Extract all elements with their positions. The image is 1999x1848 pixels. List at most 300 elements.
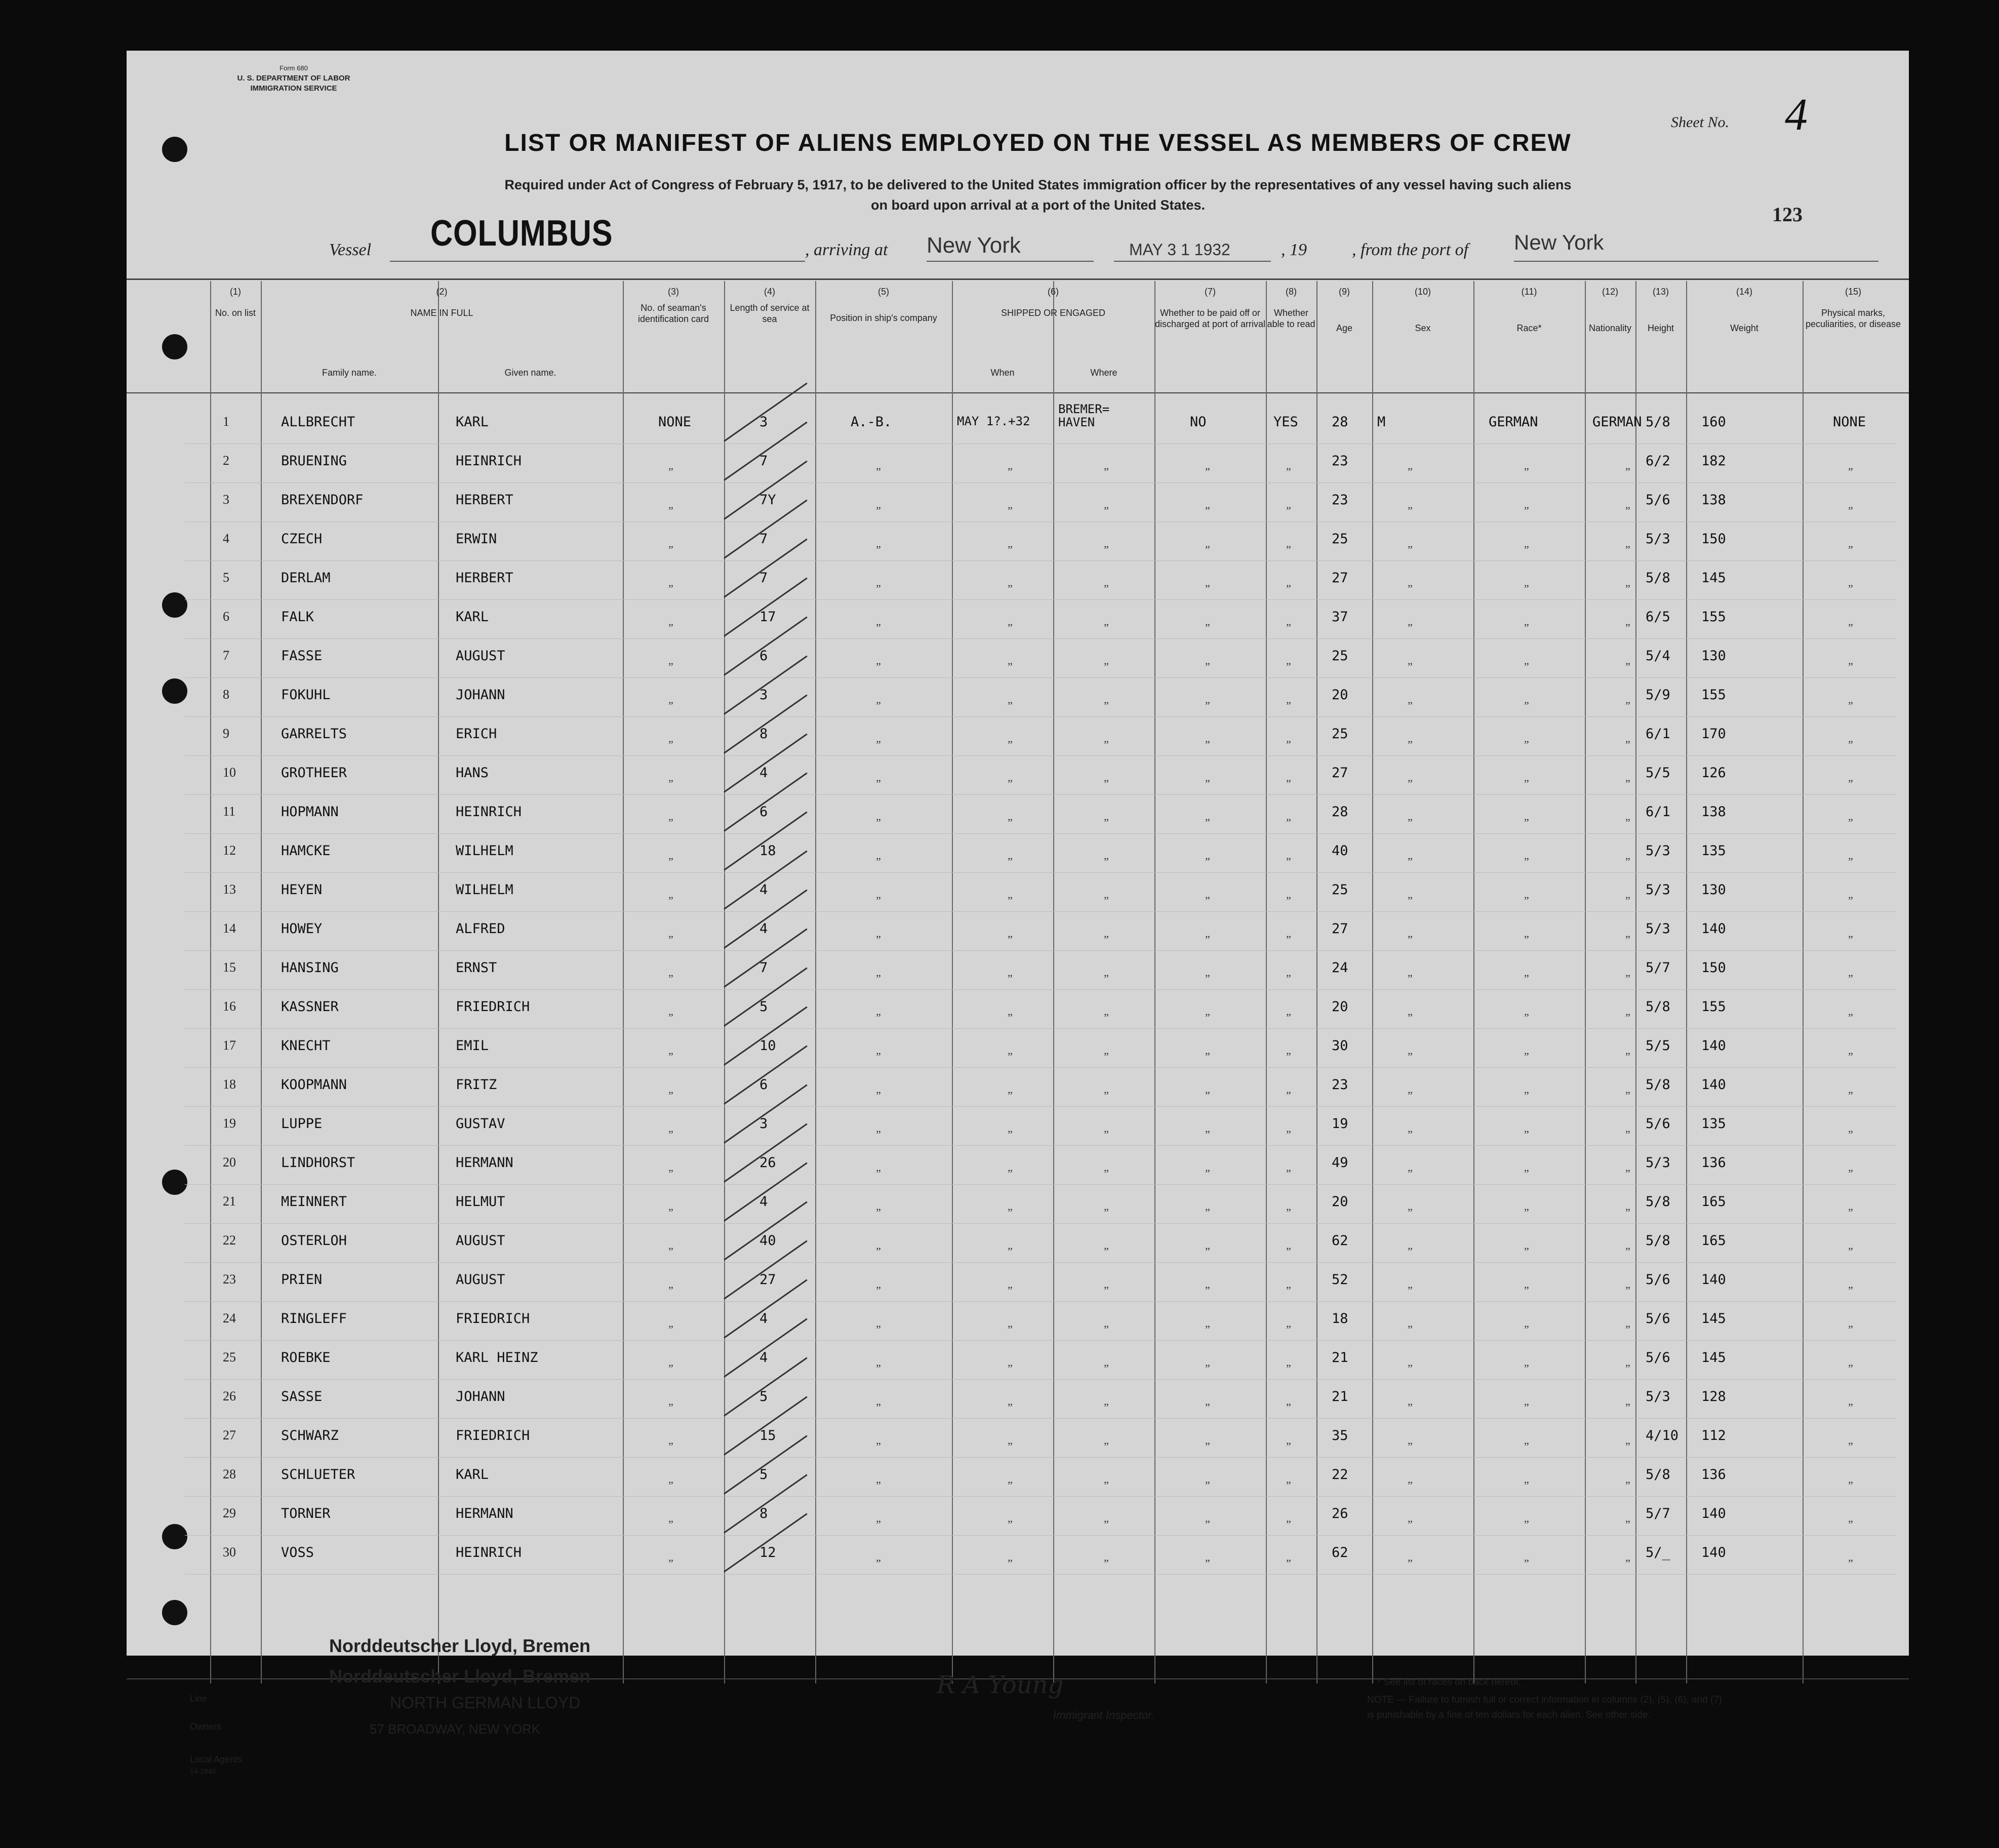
ditto-mark: „ xyxy=(668,498,673,511)
line-label: Line xyxy=(190,1694,208,1704)
given-name: WILHELM xyxy=(456,882,513,898)
height: 5/8 xyxy=(1646,570,1670,586)
ditto-mark: „ xyxy=(1848,1044,1853,1057)
ditto-mark: „ xyxy=(1008,1317,1013,1330)
ditto-mark: „ xyxy=(1286,1278,1291,1291)
row-number: 21 xyxy=(223,1194,236,1209)
ditto-mark: „ xyxy=(1104,1278,1109,1291)
ditto-mark: „ xyxy=(1008,498,1013,511)
ditto-mark: „ xyxy=(876,1551,881,1563)
service-years: 7 xyxy=(759,960,768,976)
ditto-mark: „ xyxy=(1286,1122,1291,1135)
fill-line xyxy=(927,261,1094,262)
height: 6/2 xyxy=(1646,453,1670,469)
ditto-mark: „ xyxy=(1205,576,1210,589)
given-name: FRIEDRICH xyxy=(456,999,530,1015)
col-header-number: (1) No. on list xyxy=(215,287,256,318)
ditto-mark: „ xyxy=(1205,1395,1210,1408)
subtitle-line-2: on board upon arrival at a port of the United States. xyxy=(870,197,1206,213)
service-years: 17 xyxy=(759,609,776,625)
ditto-mark: „ xyxy=(1104,498,1109,511)
ditto-mark: „ xyxy=(1104,1434,1109,1447)
col-header-read: (8) Whether able to read xyxy=(1267,287,1315,329)
ditto-mark: „ xyxy=(1408,615,1413,628)
form-number: Form 680 xyxy=(279,64,308,72)
ditto-mark: „ xyxy=(1286,1551,1291,1563)
row-number: 10 xyxy=(223,765,236,780)
ditto-mark: „ xyxy=(668,810,673,823)
ditto-mark: „ xyxy=(1625,810,1630,823)
ditto-mark: „ xyxy=(1008,1005,1013,1018)
ditto-mark: „ xyxy=(1524,693,1529,706)
ditto-mark: „ xyxy=(1408,1434,1413,1447)
ditto-mark: „ xyxy=(876,1122,881,1135)
row-number: 26 xyxy=(223,1389,236,1403)
service-years: 18 xyxy=(759,843,776,859)
height: 5/3 xyxy=(1646,1389,1670,1404)
ditto-mark: „ xyxy=(1524,654,1529,667)
col-header-sex: (10) Sex xyxy=(1414,287,1431,333)
document-subtitle xyxy=(329,175,1747,215)
ditto-mark: „ xyxy=(1104,576,1109,589)
ditto-mark: „ xyxy=(1104,615,1109,628)
id-card-value: NONE xyxy=(658,414,692,430)
height: 6/5 xyxy=(1646,609,1670,625)
row-number: 28 xyxy=(223,1467,236,1481)
ditto-mark: „ xyxy=(1205,732,1210,745)
ditto-mark: „ xyxy=(1625,1083,1630,1096)
height: 5/3 xyxy=(1646,843,1670,859)
ditto-mark: „ xyxy=(876,1200,881,1213)
ditto-mark: „ xyxy=(668,1395,673,1408)
ditto-mark: „ xyxy=(1524,732,1529,745)
family-name: GARRELTS xyxy=(281,726,347,742)
ditto-mark: „ xyxy=(1848,459,1853,472)
weight: 145 xyxy=(1701,570,1726,586)
weight: 150 xyxy=(1701,960,1726,976)
sex-value: M xyxy=(1377,414,1386,430)
ditto-mark: „ xyxy=(876,1161,881,1174)
service-years: 6 xyxy=(759,804,768,820)
marks-value: NONE xyxy=(1833,414,1866,430)
age: 27 xyxy=(1332,570,1348,586)
ditto-mark: „ xyxy=(1205,537,1210,550)
given-name: FRIEDRICH xyxy=(456,1311,530,1327)
fill-line xyxy=(390,261,805,262)
col-header-service: (4) Length of service at sea xyxy=(730,287,810,324)
ditto-mark: „ xyxy=(1408,1239,1413,1252)
ditto-mark: „ xyxy=(668,654,673,667)
row-number: 20 xyxy=(223,1155,236,1170)
ditto-mark: „ xyxy=(1408,1044,1413,1057)
ditto-mark: „ xyxy=(668,1122,673,1135)
family-name: BREXENDORF xyxy=(281,492,364,508)
ditto-mark: „ xyxy=(1408,1200,1413,1213)
ditto-mark: „ xyxy=(1625,498,1630,511)
penalty-note-2: is punishable by a fine of ten dollars for each alien. See other side. xyxy=(1367,1710,1651,1720)
ditto-mark: „ xyxy=(1205,1239,1210,1252)
ditto-mark: „ xyxy=(1625,1239,1630,1252)
age: 25 xyxy=(1332,531,1348,547)
ditto-mark: „ xyxy=(1104,849,1109,862)
inspector-label: Immigrant Inspector. xyxy=(1053,1709,1154,1721)
ditto-mark: „ xyxy=(876,732,881,745)
ditto-mark: „ xyxy=(1205,1512,1210,1524)
ditto-mark: „ xyxy=(1524,1278,1529,1291)
ditto-mark: „ xyxy=(1848,1278,1853,1291)
table-row xyxy=(127,1419,1909,1458)
ditto-mark: „ xyxy=(1286,927,1291,940)
ditto-mark: „ xyxy=(668,1356,673,1369)
service-years: 4 xyxy=(759,882,768,898)
ditto-mark: „ xyxy=(1408,1122,1413,1135)
ditto-mark: „ xyxy=(1205,459,1210,472)
row-number: 1 xyxy=(223,414,229,429)
ditto-mark: „ xyxy=(1205,498,1210,511)
document-title: LIST OR MANIFEST OF ALIENS EMPLOYED ON THE VESSEL AS MEMBERS OF CREW xyxy=(504,130,1572,156)
weight: 155 xyxy=(1701,687,1726,703)
row-rule xyxy=(185,1574,1896,1575)
ditto-mark: „ xyxy=(1848,615,1853,628)
age: 22 xyxy=(1332,1467,1348,1482)
given-name: HANS xyxy=(456,765,489,781)
line-stamp: Norddeutscher Lloyd, Bremen xyxy=(329,1635,591,1656)
ditto-mark: „ xyxy=(1205,1434,1210,1447)
row-number: 2 xyxy=(223,453,229,468)
ditto-mark: „ xyxy=(1104,966,1109,979)
given-name: HELMUT xyxy=(456,1194,505,1210)
ditto-mark: „ xyxy=(668,537,673,550)
given-name: FRITZ xyxy=(456,1077,497,1093)
ditto-mark: „ xyxy=(1008,1473,1013,1485)
family-name: BRUENING xyxy=(281,453,347,469)
row-number: 23 xyxy=(223,1272,236,1287)
weight: 138 xyxy=(1701,492,1726,508)
age: 20 xyxy=(1332,999,1348,1015)
ditto-mark: „ xyxy=(1625,1434,1630,1447)
ditto-mark: „ xyxy=(668,927,673,940)
table-row xyxy=(127,1458,1909,1497)
given-name: ERWIN xyxy=(456,531,497,547)
family-name: HANSING xyxy=(281,960,339,976)
ditto-mark: „ xyxy=(1625,1161,1630,1174)
height: 5/_ xyxy=(1646,1545,1670,1560)
given-name: KARL xyxy=(456,609,489,625)
given-name: ERNST xyxy=(456,960,497,976)
ditto-mark: „ xyxy=(1104,810,1109,823)
service-years: 7 xyxy=(759,570,768,586)
ditto-mark: „ xyxy=(1848,1005,1853,1018)
ditto-mark: „ xyxy=(1524,1434,1529,1447)
ditto-mark: „ xyxy=(1205,1083,1210,1096)
age: 19 xyxy=(1332,1116,1348,1132)
ditto-mark: „ xyxy=(1104,1239,1109,1252)
service-years: 3 xyxy=(759,1116,768,1132)
ditto-mark: „ xyxy=(1625,1317,1630,1330)
family-name: DERLAM xyxy=(281,570,331,586)
ditto-mark: „ xyxy=(1408,1278,1413,1291)
ditto-mark: „ xyxy=(1286,498,1291,511)
ditto-mark: „ xyxy=(668,849,673,862)
department-name: U. S. DEPARTMENT OF LABOR xyxy=(237,74,350,83)
ditto-mark: „ xyxy=(1524,1044,1529,1057)
age: 28 xyxy=(1332,804,1348,820)
ditto-mark: „ xyxy=(1524,1512,1529,1524)
ditto-mark: „ xyxy=(1104,1200,1109,1213)
ditto-mark: „ xyxy=(1408,1317,1413,1330)
family-name: LUPPE xyxy=(281,1116,323,1132)
ditto-mark: „ xyxy=(1625,732,1630,745)
ditto-mark: „ xyxy=(1008,1122,1013,1135)
ditto-mark: „ xyxy=(1848,927,1853,940)
ditto-mark: „ xyxy=(1524,1239,1529,1252)
ditto-mark: „ xyxy=(876,459,881,472)
weight: 140 xyxy=(1701,1545,1726,1560)
col-header-age: (9) Age xyxy=(1336,287,1353,333)
col-header-paid-off: (7) Whether to be paid off or discharged at port of arrival xyxy=(1154,287,1266,329)
ditto-mark: „ xyxy=(1104,888,1109,901)
row-number: 25 xyxy=(223,1350,236,1364)
given-name: AUGUST xyxy=(456,1272,505,1288)
row-number: 16 xyxy=(223,999,236,1014)
table-row xyxy=(127,1341,1909,1380)
age: 52 xyxy=(1332,1272,1348,1288)
shipped-when-value: MAY 1?.+32 xyxy=(957,414,1030,428)
ditto-mark: „ xyxy=(1848,1356,1853,1369)
race-value: GERMAN xyxy=(1489,414,1538,430)
ditto-mark: „ xyxy=(1524,771,1529,784)
service-years: 4 xyxy=(759,1194,768,1210)
row-number: 7 xyxy=(223,648,229,663)
ditto-mark: „ xyxy=(1205,1278,1210,1291)
ditto-mark: „ xyxy=(668,1473,673,1485)
ditto-mark: „ xyxy=(1848,732,1853,745)
ditto-mark: „ xyxy=(1524,1395,1529,1408)
table-row xyxy=(127,561,1909,600)
ditto-mark: „ xyxy=(1408,732,1413,745)
ditto-mark: „ xyxy=(1286,576,1291,589)
ditto-mark: „ xyxy=(1104,1317,1109,1330)
ditto-mark: „ xyxy=(1286,1200,1291,1213)
col-header-marks: (15) Physical marks, peculiarities, or disease xyxy=(1805,287,1901,329)
ditto-mark: „ xyxy=(1625,927,1630,940)
ditto-mark: „ xyxy=(1408,1161,1413,1174)
ditto-mark: „ xyxy=(876,1278,881,1291)
given-name: HEINRICH xyxy=(456,804,522,820)
ditto-mark: „ xyxy=(1625,1044,1630,1057)
col-header-when: When xyxy=(990,368,1015,378)
given-name: HEINRICH xyxy=(456,1545,522,1560)
ditto-mark: „ xyxy=(1848,771,1853,784)
ditto-mark: „ xyxy=(668,576,673,589)
row-number: 14 xyxy=(223,921,236,936)
ditto-mark: „ xyxy=(1408,849,1413,862)
table-row xyxy=(127,1380,1909,1419)
ditto-mark: „ xyxy=(1848,654,1853,667)
service-years: 7 xyxy=(759,453,768,469)
service-years: 8 xyxy=(759,726,768,742)
vessel-label: Vessel xyxy=(329,240,372,259)
ditto-mark: „ xyxy=(1104,1551,1109,1563)
ditto-mark: „ xyxy=(1205,849,1210,862)
ditto-mark: „ xyxy=(1625,1122,1630,1135)
arriving-port: New York xyxy=(927,233,1021,258)
ditto-mark: „ xyxy=(1848,1083,1853,1096)
ditto-mark: „ xyxy=(1408,966,1413,979)
ditto-mark: „ xyxy=(1205,888,1210,901)
ditto-mark: „ xyxy=(1408,927,1413,940)
ditto-mark: „ xyxy=(1286,1083,1291,1096)
weight: 140 xyxy=(1701,1272,1726,1288)
weight: 165 xyxy=(1701,1233,1726,1249)
height: 5/3 xyxy=(1646,921,1670,937)
ditto-mark: „ xyxy=(1524,927,1529,940)
row-number: 8 xyxy=(223,687,229,702)
weight: 135 xyxy=(1701,843,1726,859)
height: 5/9 xyxy=(1646,687,1670,703)
ditto-mark: „ xyxy=(1286,732,1291,745)
ditto-mark: „ xyxy=(1625,693,1630,706)
table-row xyxy=(127,990,1909,1029)
fill-line xyxy=(1514,261,1878,262)
ditto-mark: „ xyxy=(1286,966,1291,979)
ditto-mark: „ xyxy=(1008,1434,1013,1447)
ditto-mark: „ xyxy=(876,1044,881,1057)
service-years: 4 xyxy=(759,921,768,937)
ditto-mark: „ xyxy=(1848,537,1853,550)
ditto-mark: „ xyxy=(1205,771,1210,784)
service-years: 40 xyxy=(759,1233,776,1249)
family-name: KASSNER xyxy=(281,999,339,1015)
weight: 140 xyxy=(1701,1506,1726,1521)
given-name: HEINRICH xyxy=(456,453,522,469)
col-header-shipped: (6) SHIPPED OR ENGAGED xyxy=(1001,287,1106,318)
ditto-mark: „ xyxy=(1008,1161,1013,1174)
ditto-mark: „ xyxy=(1625,966,1630,979)
ditto-mark: „ xyxy=(1524,1473,1529,1485)
ditto-mark: „ xyxy=(1286,771,1291,784)
ditto-mark: „ xyxy=(1286,888,1291,901)
ditto-mark: „ xyxy=(1625,1278,1630,1291)
ditto-mark: „ xyxy=(1848,1200,1853,1213)
ditto-mark: „ xyxy=(1104,1512,1109,1524)
service-years: 5 xyxy=(759,1467,768,1482)
ditto-mark: „ xyxy=(1205,966,1210,979)
ditto-mark: „ xyxy=(1008,927,1013,940)
col-header-id-card: (3) No. of seaman's identification card xyxy=(637,287,709,324)
ditto-mark: „ xyxy=(1205,654,1210,667)
height: 5/8 xyxy=(1646,1233,1670,1249)
ditto-mark: „ xyxy=(1625,459,1630,472)
ditto-mark: „ xyxy=(668,1200,673,1213)
ditto-mark: „ xyxy=(1104,1044,1109,1057)
age: 40 xyxy=(1332,843,1348,859)
sheet-number: 4 xyxy=(1785,90,1808,140)
service-name: IMMIGRATION SERVICE xyxy=(250,84,337,93)
shipped-where-value: BREMER= HAVEN xyxy=(1058,402,1110,429)
ditto-mark: „ xyxy=(1008,1395,1013,1408)
service-years: 7Y xyxy=(759,492,776,508)
table-row xyxy=(127,678,1909,717)
page-count-number: 123 xyxy=(1772,203,1803,226)
arriving-label: , arriving at xyxy=(805,240,888,259)
ditto-mark: „ xyxy=(1848,1395,1853,1408)
weight: 140 xyxy=(1701,921,1726,937)
ditto-mark: „ xyxy=(1008,693,1013,706)
weight: 130 xyxy=(1701,648,1726,664)
given-name: ERICH xyxy=(456,726,497,742)
col-header-family-name: Family name. xyxy=(322,368,377,378)
col-header-race: (11) Race* xyxy=(1516,287,1542,333)
given-name: HERMANN xyxy=(456,1506,513,1521)
ditto-mark: „ xyxy=(1408,459,1413,472)
paid-off-value: NO xyxy=(1190,414,1207,430)
weight: 126 xyxy=(1701,765,1726,781)
header-rule xyxy=(127,392,1909,393)
age: 20 xyxy=(1332,1194,1348,1210)
weight: 140 xyxy=(1701,1077,1726,1093)
family-name: ALLBRECHT xyxy=(281,414,355,430)
ditto-mark: „ xyxy=(1286,1395,1291,1408)
height: 6/1 xyxy=(1646,726,1670,742)
height: 5/6 xyxy=(1646,1272,1670,1288)
ditto-mark: „ xyxy=(668,1005,673,1018)
ditto-mark: „ xyxy=(668,888,673,901)
height: 5/8 xyxy=(1646,1194,1670,1210)
service-years: 15 xyxy=(759,1428,776,1443)
ditto-mark: „ xyxy=(1625,1356,1630,1369)
ditto-mark: „ xyxy=(1205,1044,1210,1057)
given-name: HERBERT xyxy=(456,492,513,508)
ditto-mark: „ xyxy=(1008,732,1013,745)
ditto-mark: „ xyxy=(1104,1473,1109,1485)
ditto-mark: „ xyxy=(1008,1551,1013,1563)
agents-stamp-1: NORTH GERMAN LLOYD xyxy=(390,1694,581,1712)
ditto-mark: „ xyxy=(876,888,881,901)
ditto-mark: „ xyxy=(1008,576,1013,589)
family-name: LINDHORST xyxy=(281,1155,355,1171)
family-name: SCHLUETER xyxy=(281,1467,355,1482)
weight: 130 xyxy=(1701,882,1726,898)
ditto-mark: „ xyxy=(1625,537,1630,550)
family-name: VOSS xyxy=(281,1545,314,1560)
ditto-mark: „ xyxy=(1008,654,1013,667)
age: 49 xyxy=(1332,1155,1348,1171)
ditto-mark: „ xyxy=(876,1512,881,1524)
ditto-mark: „ xyxy=(1104,1356,1109,1369)
ditto-mark: „ xyxy=(1625,576,1630,589)
ditto-mark: „ xyxy=(1625,888,1630,901)
form-header xyxy=(127,63,461,94)
ditto-mark: „ xyxy=(1408,537,1413,550)
ditto-mark: „ xyxy=(876,1434,881,1447)
table-row xyxy=(127,912,1909,951)
age: 21 xyxy=(1332,1350,1348,1365)
given-name: JOHANN xyxy=(456,687,505,703)
table-row xyxy=(127,1263,1909,1302)
given-name: KARL xyxy=(456,1467,489,1482)
row-number: 5 xyxy=(223,570,229,585)
ditto-mark: „ xyxy=(668,1161,673,1174)
age: 21 xyxy=(1332,1389,1348,1404)
ditto-mark: „ xyxy=(668,1434,673,1447)
given-name: JOHANN xyxy=(456,1389,505,1404)
ditto-mark: „ xyxy=(1524,1551,1529,1563)
age: 28 xyxy=(1332,414,1348,430)
service-years: 6 xyxy=(759,1077,768,1093)
age: 30 xyxy=(1332,1038,1348,1054)
ditto-mark: „ xyxy=(876,693,881,706)
